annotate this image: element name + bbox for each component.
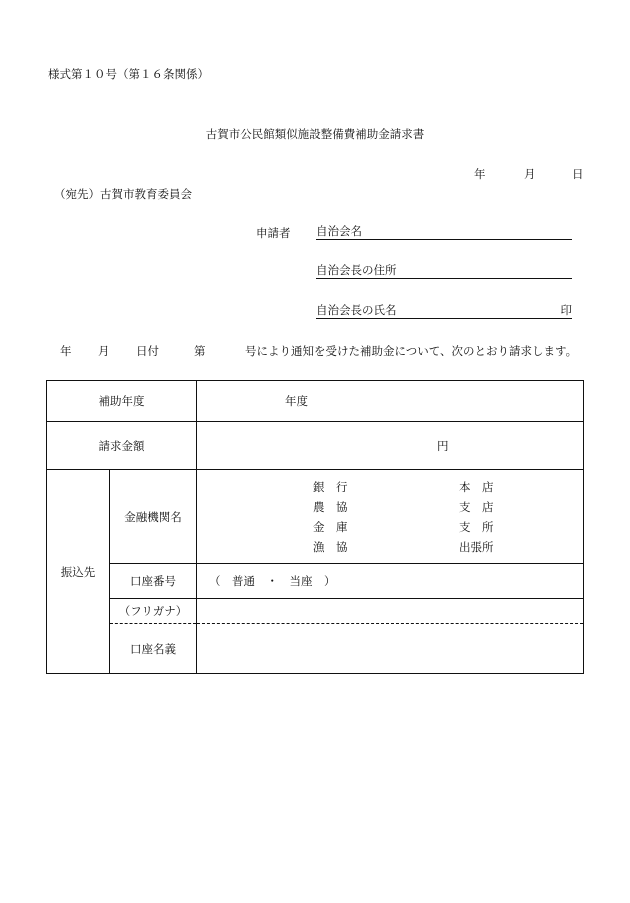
bank-type-kinko: 金 庫 — [313, 519, 348, 534]
seal-mark: 印 — [560, 303, 572, 317]
furigana-cell[interactable] — [197, 599, 584, 624]
form-number: 様式第１０号（第１６条関係） — [48, 67, 209, 81]
branch-type-sub: 支 所 — [459, 519, 494, 534]
amount-label: 請求金額 — [47, 422, 197, 470]
chair-name-label: 自治会長の氏名 — [316, 303, 397, 317]
notice-date-suffix: 日付 — [136, 344, 159, 358]
chair-address-label: 自治会長の住所 — [316, 263, 397, 277]
branch-type-head: 本 店 — [459, 479, 494, 494]
notice-text: 号により通知を受けた補助金について、次のとおり請求します。 — [245, 344, 578, 358]
subsidy-year-label: 補助年度 — [47, 381, 197, 422]
bank-type-gyokyo: 漁 協 — [313, 539, 348, 554]
notice-month: 月 — [98, 344, 110, 358]
recipient: （宛先）古賀市教育委員会 — [54, 187, 192, 201]
chair-name-field[interactable] — [316, 302, 572, 319]
account-number-label: 口座番号 — [110, 564, 197, 599]
amount-cell[interactable] — [197, 422, 584, 470]
applicant-label: 申請者 — [256, 226, 291, 240]
bank-type-nokyo: 農 協 — [313, 499, 348, 514]
notice-number-prefix: 第 — [194, 344, 206, 358]
date-day-label: 日 — [572, 167, 584, 181]
account-type-options: （ 普通 ・ 当座 ） — [209, 574, 336, 588]
amount-unit: 円 — [437, 438, 449, 453]
transfer-label: 振込先 — [47, 470, 110, 674]
chair-address-field[interactable] — [316, 262, 572, 279]
furigana-label: （フリガナ） — [110, 599, 197, 624]
account-number-cell[interactable] — [197, 564, 584, 599]
association-name-field[interactable] — [316, 223, 572, 240]
subsidy-year-cell[interactable] — [197, 381, 584, 422]
request-table — [46, 380, 584, 674]
date-month-label: 月 — [524, 167, 536, 181]
branch-type-office: 出張所 — [459, 539, 494, 554]
account-name-label: 口座名義 — [110, 624, 197, 674]
notice-year: 年 — [60, 344, 72, 358]
subsidy-year-unit: 年度 — [285, 394, 308, 408]
bank-cell[interactable] — [197, 470, 584, 564]
association-name-label: 自治会名 — [316, 224, 362, 238]
bank-type-bank: 銀 行 — [313, 479, 348, 494]
bank-label: 金融機関名 — [110, 470, 197, 564]
document-title: 古賀市公民館類似施設整備費補助金請求書 — [205, 127, 425, 141]
account-name-cell[interactable] — [197, 624, 584, 674]
branch-type-branch: 支 店 — [459, 499, 494, 514]
date-year-label: 年 — [474, 167, 486, 181]
